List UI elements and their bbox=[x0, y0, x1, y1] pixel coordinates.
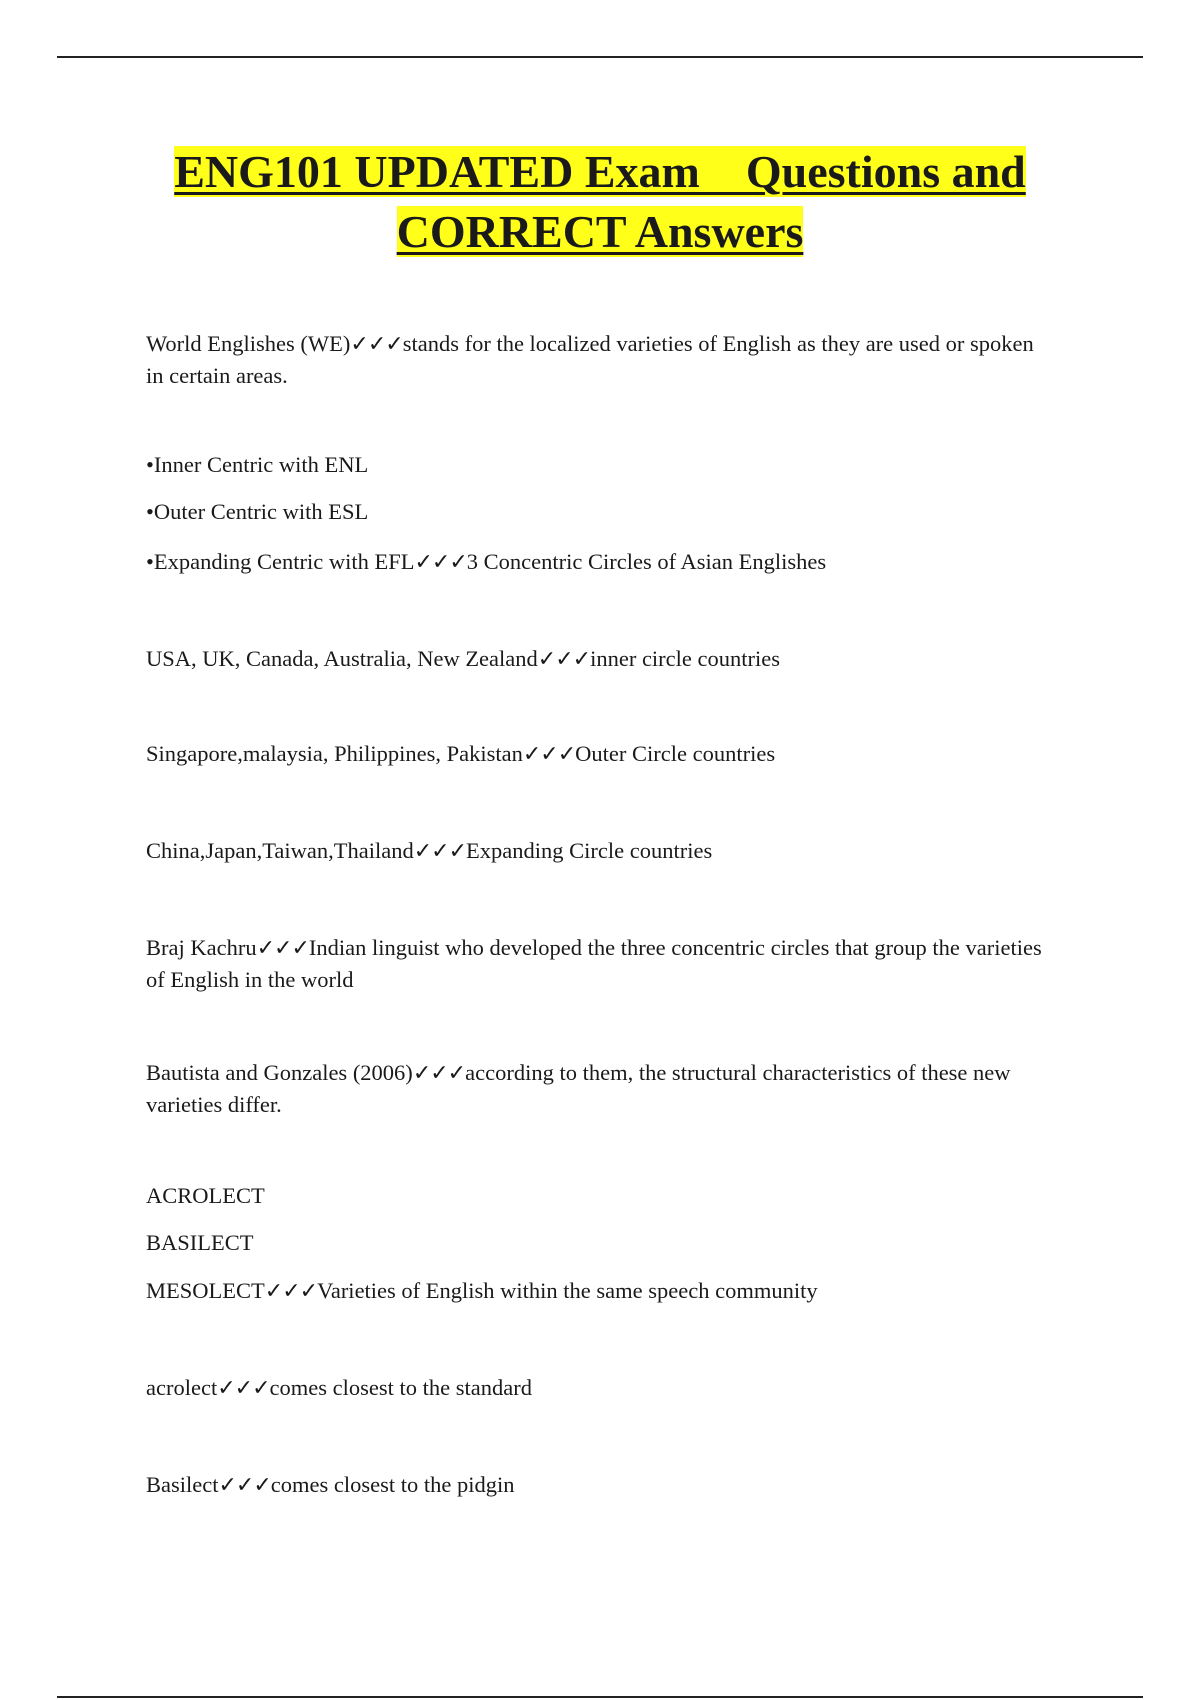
check-marks: ✓✓✓ bbox=[412, 1061, 466, 1086]
entry-term: China,Japan,Taiwan,Thailand bbox=[146, 838, 414, 863]
check-marks: ✓✓✓ bbox=[413, 839, 467, 864]
qa-entry bbox=[146, 643, 1056, 675]
qa-entry bbox=[146, 1275, 1056, 1307]
entry-term: •Expanding Centric with EFL bbox=[146, 549, 415, 574]
entry-answer: Varieties of English within the same speech community bbox=[317, 1278, 818, 1303]
entry-answer: Indian linguist who developed the three concentric circles that group the varieties of English in the world bbox=[146, 935, 1042, 992]
entry-term: Braj Kachru bbox=[146, 935, 257, 960]
qa-entry bbox=[146, 738, 1056, 770]
qa-entry bbox=[146, 1057, 1056, 1120]
entry-answer: comes closest to the standard bbox=[269, 1375, 532, 1400]
list-item bbox=[146, 1227, 1056, 1258]
qa-entry bbox=[146, 932, 1056, 995]
entry-answer: Expanding Circle countries bbox=[466, 838, 713, 863]
entry-term: Basilect bbox=[146, 1472, 219, 1497]
check-marks: ✓✓✓ bbox=[217, 1376, 270, 1401]
entry-text: •Outer Centric with ESL bbox=[146, 499, 369, 524]
entry-answer: according to them, the structural characteristics of these new varieties differ. bbox=[146, 1060, 1011, 1117]
qa-entry bbox=[146, 1372, 1056, 1404]
entry-answer: Outer Circle countries bbox=[575, 741, 776, 766]
check-marks: ✓✓✓ bbox=[537, 647, 591, 672]
entry-answer: 3 Concentric Circles of Asian Englishes bbox=[466, 549, 827, 574]
title-line-2: CORRECT Answers bbox=[396, 206, 804, 257]
header-rule bbox=[57, 56, 1143, 58]
entry-text: ACROLECT bbox=[146, 1183, 265, 1208]
entry-answer: comes closest to the pidgin bbox=[270, 1472, 515, 1497]
check-marks: ✓✓✓ bbox=[264, 1279, 318, 1304]
check-marks: ✓✓✓ bbox=[256, 936, 309, 961]
entry-term: Singapore,malaysia, Philippines, Pakistan bbox=[146, 741, 523, 766]
title-line-1: ENG101 UPDATED Exam Questions and bbox=[174, 146, 1026, 197]
qa-entry bbox=[146, 1469, 1056, 1501]
entry-term: USA, UK, Canada, Australia, New Zealand bbox=[146, 646, 538, 671]
entry-answer: inner circle countries bbox=[590, 646, 781, 671]
check-marks: ✓✓✓ bbox=[350, 332, 403, 357]
entry-term: acrolect bbox=[146, 1375, 218, 1400]
entry-answer: stands for the localized varieties of English as they are used or spoken in certain areas. bbox=[146, 331, 1034, 388]
entry-text: •Inner Centric with ENL bbox=[146, 452, 369, 477]
footer-rule bbox=[57, 1696, 1143, 1698]
check-marks: ✓✓✓ bbox=[218, 1473, 271, 1498]
list-item bbox=[146, 1180, 1056, 1211]
entry-term: MESOLECT bbox=[146, 1278, 265, 1303]
qa-entry bbox=[146, 328, 1056, 391]
entry-term: Bautista and Gonzales (2006) bbox=[146, 1060, 413, 1085]
check-marks: ✓✓✓ bbox=[414, 550, 467, 575]
entry-term: World Englishes (WE) bbox=[146, 331, 351, 356]
qa-entry bbox=[146, 546, 1056, 578]
qa-entry bbox=[146, 835, 1056, 867]
document-title bbox=[0, 142, 1200, 262]
list-item bbox=[146, 496, 1056, 527]
entry-text: BASILECT bbox=[146, 1230, 254, 1255]
list-item bbox=[146, 449, 1056, 480]
check-marks: ✓✓✓ bbox=[522, 742, 576, 767]
